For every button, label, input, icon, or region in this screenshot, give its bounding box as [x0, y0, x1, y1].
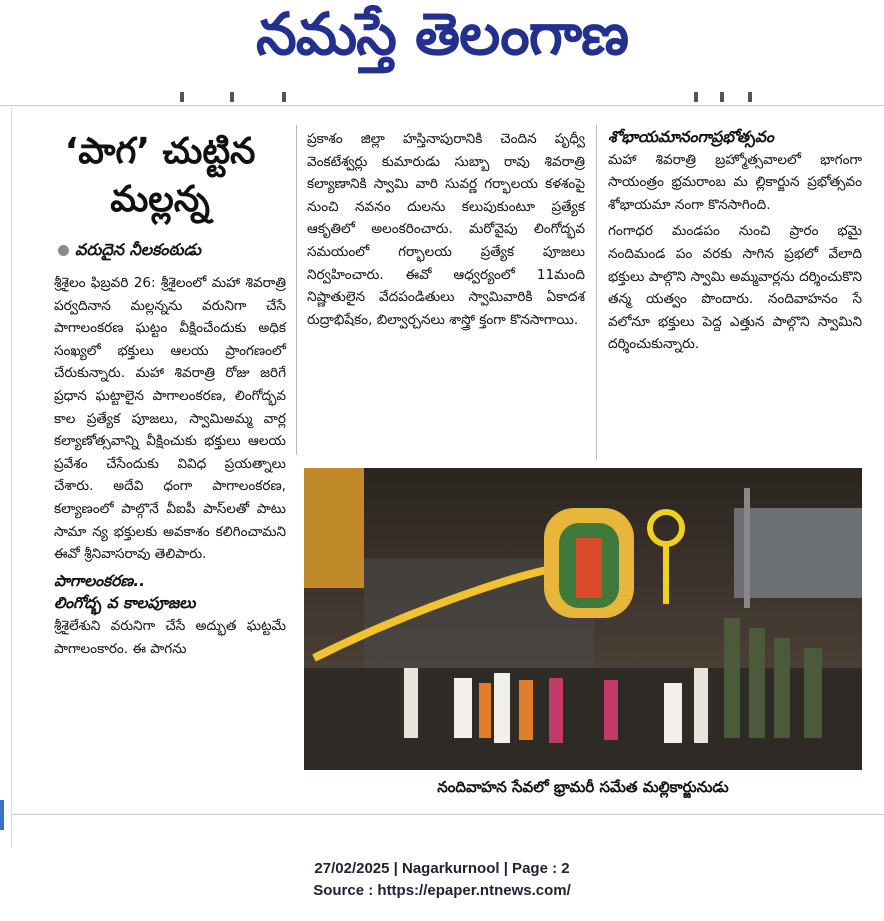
bottom-rule	[12, 814, 884, 815]
column-3	[608, 126, 862, 356]
column-1-body: శ్రీశైలం ఫిబ్రవరి 26: శ్రీశైలంలో మహా శివరాత్రి పర్వదినాన మల్లన్నను వరునిగా చేసే పాగాలంకరణ ఘట్టం వీక్షించేందుకు అధిక సంఖ్యలో భక్తులు ఆలయ ప్రాంగణంలో చేరుకున్నారు. మహా శివరాత్రి రోజు జరిగే ప్రధాన ఘట్టాలైన పాగాలంకరణ, లింగోద్భవ కాల ప్రత్యేక పూజలు, స్వామిఅమ్మ వార్ల కల్యాణోత్సవాన్ని వీక్షించుకు భక్తులు ఆలయ ప్రవేశం చేసేందుకు వివిధ ప్రయత్నాలు చేశారు. అదేవి ధంగా పాగాలంకరణ, కల్యాణంలో పాల్గొనే వీఐపీ పాస్‌లతో పాటు సామా న్య భక్తులకు అవకాశం కలిగించామని ఈవో శ్రీనివాసరావు తెలిపారు.	[54, 275, 286, 563]
masthead	[0, 0, 884, 82]
column-3-paragraph-1: మహా శివరాత్రి బ్రహ్మోత్సవాలలో భాగంగా సాయంత్రం భ్రమరాంబ మ ల్లికార్జున ప్రభోత్సవం శోభాయమా నంగా కొనసాగింది.	[608, 151, 862, 213]
footer	[0, 858, 884, 902]
article-subhead	[58, 240, 201, 263]
footer-source[interactable]: Source : https://epaper.ntnews.com/	[313, 882, 571, 899]
article-headline	[40, 128, 280, 224]
previous-article-strip	[0, 90, 884, 106]
bullet-icon	[58, 245, 69, 256]
newspaper-title: నమస్తే తెలంగాణ	[256, 0, 628, 68]
column-1-subhead-1: పాగాలంకరణ..	[54, 571, 145, 590]
subhead-text: వరుదైన నీలకంఠుడు	[75, 240, 201, 259]
left-margin-edge	[0, 108, 12, 848]
column-1-tail: శ్రీశైలేశుని వరునిగా చేసే అద్భుత ఘట్టమే పాగాలంకారం. ఈ పాగను	[54, 617, 286, 657]
photo-illustration	[304, 468, 862, 770]
column-2-body: ప్రకాశం జిల్లా హస్తినాపురానికి చెందిన పృధ్వీ వెంకటేశ్వర్లు కుమారుడు సుబ్బా రావు శివరాత్రి కల్యాణానికి స్వామి వారి సువర్ణ గర్భాలయ కళశంపై నుంచి నవనం దులను కలుపుకుంటూ ప్రత్యేక ఆకృతిలో అలంకరించారు. మరోవైపు లింగోద్భవ సమయంలో గర్భాలయ ప్రత్యేక పూజలు నిర్వహించారు. ఈవో ఆధ్వర్యంలో 11మంది నిష్ణాతులైన వేదపండితులు స్వామివారికి ఏకాదశ రుద్రాభిషేకం, బిల్వార్చనలు శాస్త్రో క్తంగా కొనసాగాయి.	[307, 131, 585, 328]
column-3-paragraph-2: గంగాధర మండపం నుంచి ప్రారం భమై నందిమండ పం వరకు సాగిన ప్రభలో వేలాది భక్తులు పాల్గొని స్వామి అమ్మవార్లను దర్శించుకొని తన్మ యత్వం పొందారు. నందివాహనం సే వలోనూ భక్తులు పెద్ద ఎత్తున పాల్గొని స్వామిని దర్శించుకున్నారు.	[608, 223, 862, 353]
edge-mark	[0, 800, 4, 830]
column-divider-1	[296, 125, 297, 455]
column-1-subhead-2: లింగోద్భ వ కాలపూజలు	[54, 594, 196, 613]
footer-date-edition: 27/02/2025 | Nagarkurnool | Page : 2	[314, 860, 570, 877]
headline-line-1: ‘పాగ’ చుట్టిన	[64, 131, 256, 172]
festival-photo	[304, 468, 862, 770]
column-3-heading: శోభాయమానంగాప్రభోత్సవం	[608, 128, 774, 146]
photo-caption: నందివాహన సేవలో భ్రామరీ సమేత మల్లికార్జునుడు	[437, 778, 729, 796]
column-1	[54, 272, 286, 660]
column-2	[307, 128, 585, 331]
headline-line-2: మల్లన్న	[110, 179, 210, 220]
column-divider-2	[596, 125, 597, 460]
